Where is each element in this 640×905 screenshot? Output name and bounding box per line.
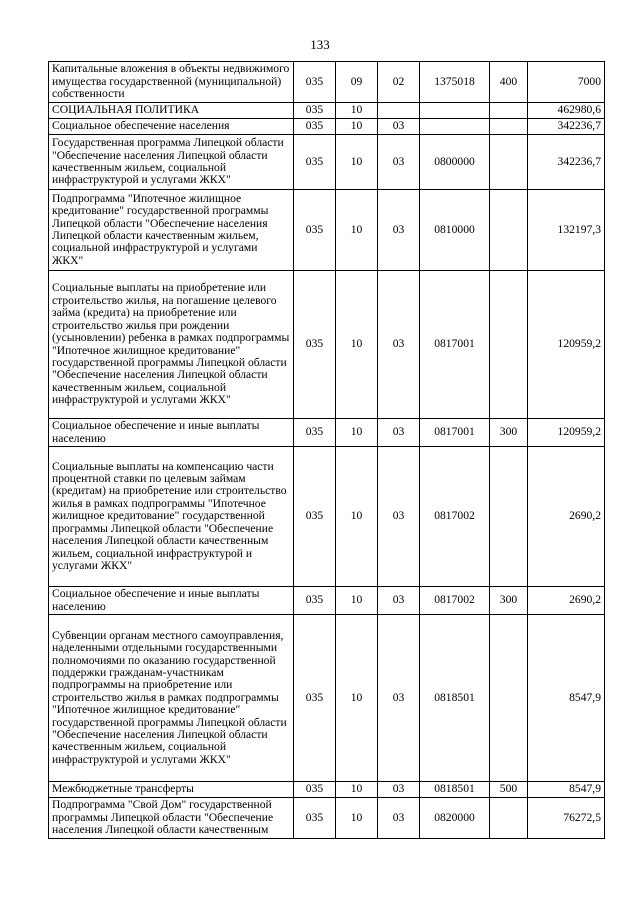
table-row xyxy=(49,782,605,798)
amount: 342236,7 xyxy=(528,135,605,190)
target-code: 0810000 xyxy=(420,190,490,271)
target-code: 0817001 xyxy=(420,271,490,419)
table-row xyxy=(49,271,605,419)
subsection-code: 03 xyxy=(378,798,420,839)
section-code: 10 xyxy=(336,447,378,587)
table-row xyxy=(49,447,605,587)
expense-type-code: 300 xyxy=(490,419,528,447)
row-name: Субвенции органам местного самоуправления, наделенными отдельными государственными полномочиями по оказанию государственной поддержки гражданам-участникам подпрограммы на приобретение или строительство жилья в рамках подпрограммы "Ипотечное жилищное кредитование" государственной программы Липецкой области "Обеспечение населения Липецкой области качественным жильем, социальной инфраструктурой и услугами ЖКХ" xyxy=(49,615,294,782)
ministry-code: 035 xyxy=(294,62,336,103)
section-code: 10 xyxy=(336,119,378,135)
amount: 2690,2 xyxy=(528,587,605,615)
ministry-code: 035 xyxy=(294,447,336,587)
subsection-code xyxy=(378,103,420,119)
expense-type-code xyxy=(490,119,528,135)
section-code: 10 xyxy=(336,798,378,839)
page-number: 133 xyxy=(310,37,330,52)
row-name: Социальные выплаты на приобретение или строительство жилья, на погашение целевого займа (кредита) на приобретение или строительство жилья при рождении (усыновлении) ребенка в рамках подпрограммы "Ипотечное жилищное кредитование" государственной программы Липецкой области "Обеспечение населения Липецкой области качественным жильем, социальной инфраструктурой и услугами ЖКХ" xyxy=(49,271,294,419)
section-code: 10 xyxy=(336,271,378,419)
expense-type-code xyxy=(490,615,528,782)
ministry-code: 035 xyxy=(294,190,336,271)
ministry-code: 035 xyxy=(294,782,336,798)
budget-table xyxy=(48,61,605,839)
expense-type-code xyxy=(490,135,528,190)
ministry-code: 035 xyxy=(294,798,336,839)
ministry-code: 035 xyxy=(294,271,336,419)
row-name: Социальное обеспечение и иные выплаты населению xyxy=(49,419,294,447)
ministry-code: 035 xyxy=(294,103,336,119)
row-name: Социальные выплаты на компенсацию части процентной ставки по целевым займам (кредитам) на приобретение или строительство жилья в рамках подпрограммы "Ипотечное жилищное кредитование" государственной программы Липецкой области "Обеспечение населения Липецкой области качественным жильем, социальной инфраструктурой и услугами ЖКХ" xyxy=(49,447,294,587)
expense-type-code: 400 xyxy=(490,62,528,103)
table-row xyxy=(49,587,605,615)
section-code: 10 xyxy=(336,615,378,782)
target-code xyxy=(420,119,490,135)
row-name: Капитальные вложения в объекты недвижимого имущества государственной (муниципальной) собственности xyxy=(49,62,294,103)
ministry-code: 035 xyxy=(294,419,336,447)
amount: 8547,9 xyxy=(528,615,605,782)
ministry-code: 035 xyxy=(294,587,336,615)
section-code: 09 xyxy=(336,62,378,103)
row-name: Социальное обеспечение населения xyxy=(49,119,294,135)
section-code: 10 xyxy=(336,190,378,271)
expense-type-code xyxy=(490,271,528,419)
amount: 120959,2 xyxy=(528,419,605,447)
subsection-code: 03 xyxy=(378,271,420,419)
section-code: 10 xyxy=(336,419,378,447)
row-name: Подпрограмма "Ипотечное жилищное кредитование" государственной программы Липецкой области "Обеспечение населения Липецкой области качественным жильем, социальной инфраструктурой и услугами ЖКХ" xyxy=(49,190,294,271)
subsection-code: 03 xyxy=(378,447,420,587)
subsection-code: 03 xyxy=(378,135,420,190)
table-row xyxy=(49,798,605,839)
table-row xyxy=(49,190,605,271)
table-row xyxy=(49,119,605,135)
row-name: Подпрограмма "Свой Дом" государственной программы Липецкой области "Обеспечение населения Липецкой области качественным xyxy=(49,798,294,839)
amount: 2690,2 xyxy=(528,447,605,587)
target-code: 0820000 xyxy=(420,798,490,839)
amount: 8547,9 xyxy=(528,782,605,798)
amount: 120959,2 xyxy=(528,271,605,419)
subsection-code: 02 xyxy=(378,62,420,103)
target-code: 0818501 xyxy=(420,782,490,798)
table-row xyxy=(49,103,605,119)
table-row xyxy=(49,62,605,103)
target-code: 0817001 xyxy=(420,419,490,447)
section-code: 10 xyxy=(336,782,378,798)
section-code: 10 xyxy=(336,135,378,190)
target-code: 0800000 xyxy=(420,135,490,190)
amount: 342236,7 xyxy=(528,119,605,135)
subsection-code: 03 xyxy=(378,419,420,447)
subsection-code: 03 xyxy=(378,119,420,135)
ministry-code: 035 xyxy=(294,119,336,135)
target-code: 0817002 xyxy=(420,447,490,587)
section-code: 10 xyxy=(336,103,378,119)
row-name: Социальное обеспечение и иные выплаты населению xyxy=(49,587,294,615)
row-name: Государственная программа Липецкой области "Обеспечение населения Липецкой области качественным жильем, социальной инфраструктурой и услугами ЖКХ" xyxy=(49,135,294,190)
subsection-code: 03 xyxy=(378,615,420,782)
target-code: 0817002 xyxy=(420,587,490,615)
row-name: Межбюджетные трансферты xyxy=(49,782,294,798)
row-name: СОЦИАЛЬНАЯ ПОЛИТИКА xyxy=(49,103,294,119)
amount: 76272,5 xyxy=(528,798,605,839)
ministry-code: 035 xyxy=(294,615,336,782)
subsection-code: 03 xyxy=(378,190,420,271)
target-code: 0818501 xyxy=(420,615,490,782)
table-row xyxy=(49,135,605,190)
table-row xyxy=(49,419,605,447)
expense-type-code: 300 xyxy=(490,587,528,615)
ministry-code: 035 xyxy=(294,135,336,190)
expense-type-code xyxy=(490,447,528,587)
table-row xyxy=(49,615,605,782)
amount: 132197,3 xyxy=(528,190,605,271)
subsection-code: 03 xyxy=(378,587,420,615)
target-code xyxy=(420,103,490,119)
expense-type-code xyxy=(490,103,528,119)
target-code: 1375018 xyxy=(420,62,490,103)
section-code: 10 xyxy=(336,587,378,615)
expense-type-code: 500 xyxy=(490,782,528,798)
expense-type-code xyxy=(490,190,528,271)
subsection-code: 03 xyxy=(378,782,420,798)
amount: 462980,6 xyxy=(528,103,605,119)
expense-type-code xyxy=(490,798,528,839)
amount: 7000 xyxy=(528,62,605,103)
